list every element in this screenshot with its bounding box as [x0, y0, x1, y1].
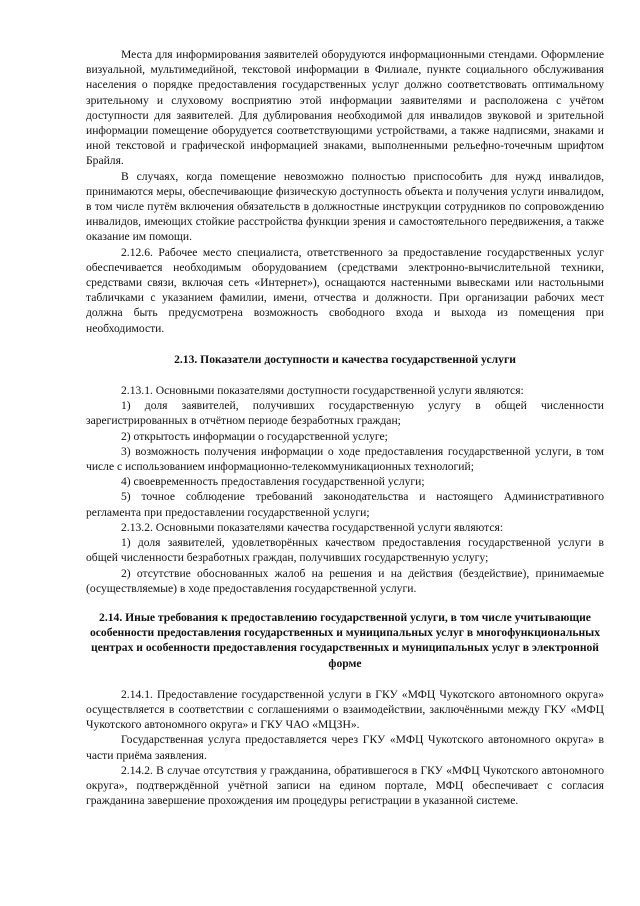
- list-item: 3) возможность получения информации о ходе предоставления государственной услуги, в том числе с использованием информационно-телекоммуникационных технологий;: [86, 444, 604, 474]
- list-item: 2) открытость информации о государственной услуге;: [121, 429, 388, 443]
- list-item: 5) точное соблюдение требований законодательства и настоящего Административного регламента при предоставлении государственной услуги;: [86, 490, 604, 519]
- paragraph-mfc-service: Государственная услуга предоставляется через ГКУ «МФЦ Чукотского автономного округа» в части приёма заявления.: [86, 733, 604, 762]
- list-item: 1) доля заявителей, удовлетворённых качеством предоставления государственной услуги в общей численности безработных граждан, получивших государственную услугу;: [86, 536, 604, 565]
- paragraph-2-12-6: 2.12.6. Рабочее место специалиста, ответственного за предоставление государственных услуг обеспечивается необходимым оборудованием (средствами электронно-вычислительной техники, средствами связи, включая сеть «Интернет»), оснащаются настенными вывесками или настольными табличками с указанием фамилии, имени, отчества и должности. При организации рабочих мест должна быть предусмотрена возможность свободного входа и выхода из помещения при необходимости.: [86, 245, 604, 335]
- list-item: 1) доля заявителей, получивших государственную услугу в общей численности зарегистрированных в отчётном периоде безработных граждан;: [86, 399, 604, 428]
- paragraph-2-14-1: 2.14.1. Предоставление государственной услуги в ГКУ «МФЦ Чукотского автономного округа» осуществляется в соответствии с соглашениями о взаимодействии, заключёнными между ГКУ «МФЦ Чукотского автономного округа» и ГКУ ЧАО «МЦЗН».: [86, 687, 604, 732]
- paragraph-disabled-access: В случаях, когда помещение невозможно полностью приспособить для нужд инвалидов, принимаются меры, обеспечивающие физическую доступность объекта и получения услуги инвалидом, в том числе путём включения обязательств в должностные инструкции сотрудников по сопровождению инвалидов, имеющих стойкие расстройства функции зрения и самостоятельного передвижения, а также оказание им помощи.: [86, 169, 604, 244]
- list-item: 2) отсутствие обоснованных жалоб на решения и на действия (бездействие), принимаемые (осуществляемые) в ходе предоставления государственной услуги.: [86, 566, 604, 595]
- paragraph-2-13-1: 2.13.1. Основными показателями доступности государственной услуги являются:: [121, 384, 524, 398]
- section-heading-2-13: 2.13. Показатели доступности и качества государственной услуги: [174, 352, 516, 366]
- list-item: 4) своевременность предоставления государственной услуги;: [121, 475, 425, 489]
- paragraph-2-14-2: 2.14.2. В случае отсутствия у гражданина, обратившегося в ГКУ «МФЦ Чукотского автономного округа», подтверждённой учётной записи на едином портале, МФЦ обеспечивает с согласия гражданина завершение прохождения им процедуры регистрации в указанной системе.: [86, 763, 604, 808]
- paragraph-info-stands: Места для информирования заявителей оборудуются информационными стендами. Оформление визуальной, мультимедийной, текстовой информации в Филиале, пункте социального обслуживания населения о порядке предоставления государственных услуг должно соответствовать оптимальному зрительному и слуховому восприятию этой информации заявителями и расположена с учётом доступности для заявителей. Для дублирования необходимой для инвалидов звуковой и зрительной информации помещение оборудуется соответствующими устройствами, а также надписями, знаками и иной текстовой и графической информацией знаками, выполненными рельефно-точечным шрифтом Брайля.: [86, 48, 604, 168]
- paragraph-2-13-2: 2.13.2. Основными показателями качества государственной услуги являются:: [121, 520, 504, 534]
- section-heading-2-14: 2.14. Иные требования к предоставлению государственной услуги, в том числе учитывающие особенности предоставления государственных и муниципальных услуг в многофункциональных центрах и особенности предоставления государственных и муниципальных услуг в электронной форме: [89, 610, 601, 670]
